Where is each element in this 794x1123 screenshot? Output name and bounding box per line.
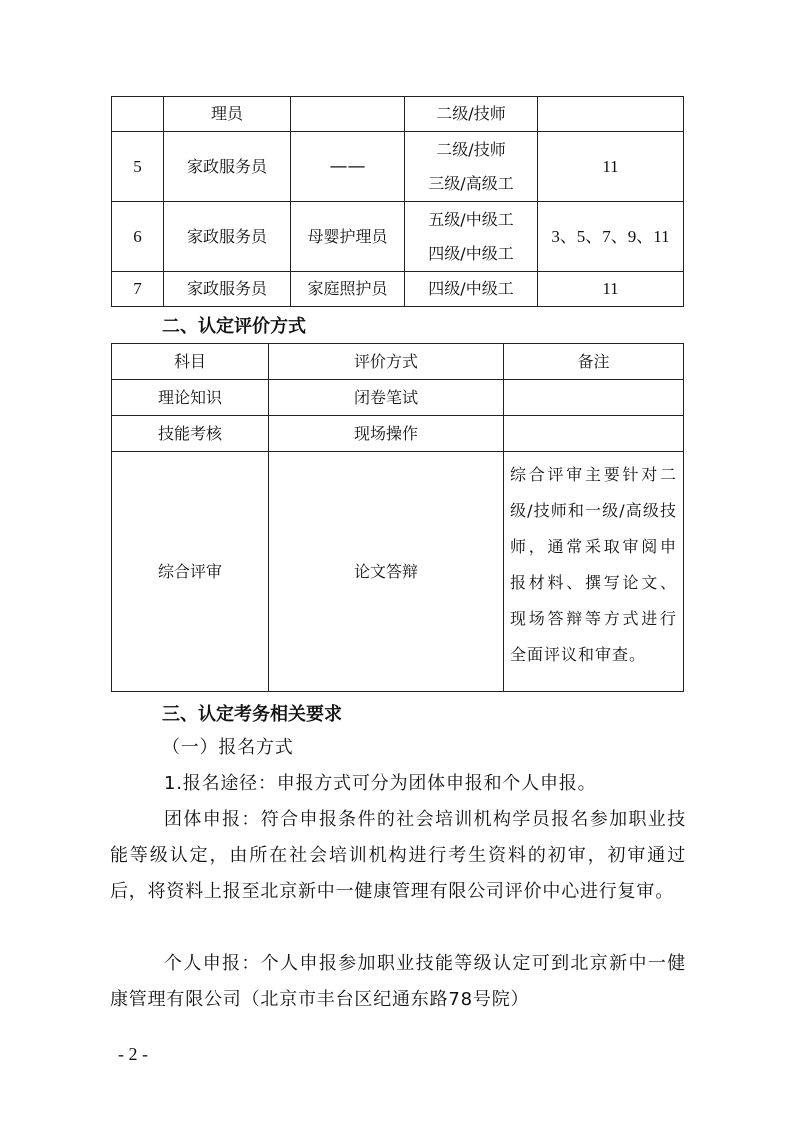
occupation-name: 理员: [164, 97, 291, 132]
occupation-direction: ——: [291, 132, 405, 202]
note-cell: [504, 416, 684, 452]
occupation-levels: [405, 202, 538, 272]
paragraph: 团体申报：符合申报条件的社会培训机构学员报名参加职业技能等级认定，由所在社会培训机构进行考生资料的初审，初审通过后，将资料上报至北京新中一健康管理有限公司评价中心进行复审。: [110, 809, 686, 902]
subject-cell: 理论知识: [112, 380, 269, 416]
occupation-direction: [291, 97, 405, 132]
occupation-level: 五级/中级工: [428, 209, 514, 229]
section-heading: 三、认定考务相关要求: [162, 704, 342, 725]
occupation-name: 家政服务员: [164, 132, 291, 202]
subject-cell: 技能考核: [112, 416, 269, 452]
occupation-level: 二级/技师: [436, 139, 506, 159]
table-row: [112, 272, 684, 307]
table-row: [112, 380, 684, 416]
paragraph: 1.报名途径：申报方式可分为团体申报和个人申报。: [164, 773, 597, 794]
note-cell: 综合评审主要针对二级/技师和一级/高级技师，通常采取审阅申报材料、撰写论文、现场答辩等方式进行全面评议和审查。: [504, 452, 684, 692]
row-number: 6: [112, 202, 164, 272]
page-number: - 2 -: [118, 1044, 148, 1064]
table-header-row: [112, 344, 684, 380]
table-row: [112, 452, 684, 692]
occupation-level: 四级/中级工: [428, 243, 514, 263]
occupation-level: 四级/中级工: [405, 272, 538, 307]
occupation-direction: 母婴护理员: [291, 202, 405, 272]
subject-cell: 综合评审: [112, 452, 269, 692]
row-number: 7: [112, 272, 164, 307]
occupation-name: 家政服务员: [164, 202, 291, 272]
note-cell: [504, 380, 684, 416]
occupation-level: 三级/高级工: [428, 173, 514, 193]
row-number: 5: [112, 132, 164, 202]
method-cell: 论文答辩: [269, 452, 504, 692]
header-subject: 科目: [112, 344, 269, 380]
paragraph: 个人申报：个人申报参加职业技能等级认定可到北京新中一健康管理有限公司（北京市丰台区纪通东路78号院）: [110, 953, 686, 1010]
occupation-table: [111, 96, 684, 307]
occupation-levels: [405, 132, 538, 202]
method-cell: 现场操作: [269, 416, 504, 452]
occupation-direction: 家庭照护员: [291, 272, 405, 307]
evaluation-table: [111, 343, 684, 692]
unit-codes: [538, 97, 684, 132]
header-note: 备注: [504, 344, 684, 380]
unit-codes: 11: [538, 132, 684, 202]
table-row: [112, 97, 684, 132]
occupation-name: 家政服务员: [164, 272, 291, 307]
subsection-heading: （一）报名方式: [162, 737, 294, 758]
row-number: [112, 97, 164, 132]
section-heading: 二、认定评价方式: [162, 316, 306, 337]
occupation-level: 二级/技师: [405, 97, 538, 132]
unit-codes: 11: [538, 272, 684, 307]
table-row: [112, 132, 684, 202]
method-cell: 闭卷笔试: [269, 380, 504, 416]
table-row: [112, 202, 684, 272]
table-row: [112, 416, 684, 452]
unit-codes: 3、5、7、9、11: [538, 202, 684, 272]
header-method: 评价方式: [269, 344, 504, 380]
